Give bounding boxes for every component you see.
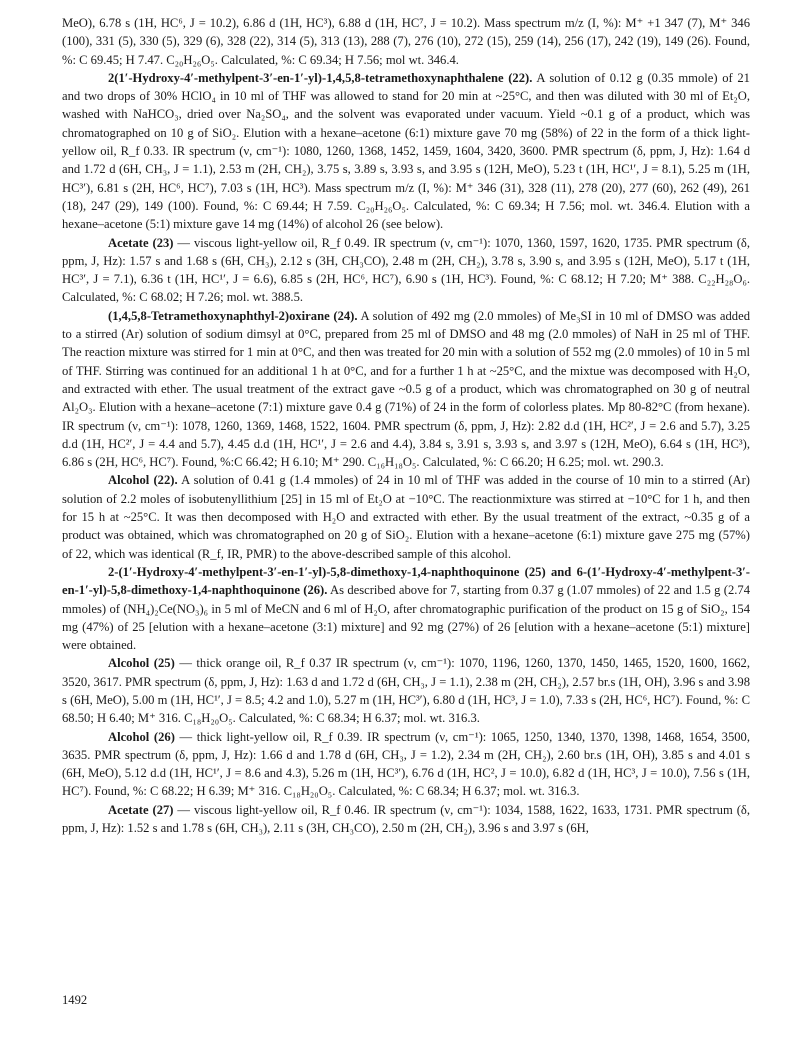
paragraph-alcohol-25 [62,654,750,727]
paragraph-text: — viscous light-yellow oil, R_f 0.49. IR spectrum (ν, cm⁻¹): 1070, 1360, 1597, 1620, 1735. PMR spectrum (δ, ppm, J, Hz): 1.57 s and 1.68 s (6H, CH₃), 2.12 s (3H, CH₃CO), 2.48 m (2H, CH₂), 3.78 s, 3.90 s, and 3.95 s (12H, MeO), 5.17 t (1H, HC³′, J = 7.1), 6.36 t (1H, HC¹′, J = 6.6), 6.85 s (2H, HC⁶, HC⁷), 6.90 s (1H, HC³). Found, %: C 68.12; H 7.20; M⁺ 388. C₂₂H₂₈O₆. Calculated, %: C 68.02; H 7.26; mol. wt. 388.5. [62,235,750,305]
page-number: 1492 [62,993,88,1007]
paragraph-continued-spectra [62,14,750,69]
compound-heading: Acetate (23) [108,235,174,250]
paragraph-text: As described above for 7, starting from 0.37 g (1.07 mmoles) of 22 and 1.5 g (2.74 mmoles) of (NH₄)₂Ce(NO₃)₆ in 5 ml of MeCN and 6 ml of H₂O, after chromatographic purification of the product on 15 g of SiO₂, 154 mg (47%) of 25 [elution with a hexane–acetone (3:1) mixture] and 92 mg (27%) of 26 [elution with a hexane–acetone (5:1) mixture] were obtained. [62,583,750,653]
compound-heading: Alcohol (26) [108,729,175,744]
paragraph-text: A solution of 492 mg (2.0 mmoles) of Me₃SI in 10 ml of DMSO was added to a stirred (Ar) solution of sodium dimsyl at 0°C, prepared from 25 ml of DMSO and 48 mg (2.0 mmoles) of NaH in 25 ml of THF. The reaction mixture was stirred for 1 min at 0°C, and then was treated for 20 min with a solution of 552 mg (2.0 mmoles) of 10 in 5 ml of THF. Stirring was continued for an additional 1 h at 0°C, and for a further 1 h at ~25°C, and the mixtue was decomposed with H₂O, and extracted with ether. The usual treatment of the extract gave ~0.5 g of a product, which was chromatographed on 30 g of neutral Al₂O₃. Elution with a hexane–acetone (7:1) mixture gave 0.4 g (71%) of 24 in the form of colorless plates. Mp 80-82°C (from hexane). IR spectrum (ν, cm⁻¹): 1078, 1260, 1369, 1468, 1522, 1604. PMR spectrum (δ, ppm, J, Hz): 2.82 d.d (1H, HC²′, J = 2.6 and 5.7), 3.25 d.d (1H, HC²′, J = 4.4 and 5.7), 4.45 d.d (1H, HC¹′, J = 2.6 and 4.4), 3.84 s, 3.91 s, 3.93 s, and 3.97 s (12H, MeO), 6.64 s (1H, HC³), 6.86 s (2H, HC⁶, HC⁷). Found, %:C 66.42; H 6.10; M⁺ 290. C₁₆H₁₈O₅. Calculated, %: C 66.20; H 6.25; mol. wt. 290.3. [62,308,750,470]
paragraph-text: — viscous light-yellow oil, R_f 0.46. IR spectrum (ν, cm⁻¹): 1034, 1588, 1622, 1633, 1731. PMR spectrum (δ, ppm, J, Hz): 1.52 s and 1.78 s (6H, CH₃), 2.11 s (3H, CH₃CO), 2.50 m (2H, CH₂), 3.96 s and 3.97 s (6H, [62,802,750,836]
compound-heading: 2(1′-Hydroxy-4′-methylpent-3′-en-1′-yl)-1,4,5,8-tetramethoxynaphthalene (22). [108,70,533,85]
paragraph-oxirane-24 [62,307,750,472]
paragraph-alcohol-22 [62,471,750,562]
compound-heading: (1,4,5,8-Tetramethoxynaphthyl-2)oxirane (24). [108,308,358,323]
compound-heading: 2-(1′-Hydroxy-4′-methylpent-3′-en-1′-yl)-5,8-dimethoxy-1,4-naphthoquinone (25) and 6-(1′-Hydroxy-4′-methylpent-3′-en-1′-yl)-5,8-dimethoxy-1,4-naphthoquinone (26). [62,564,750,598]
paragraph-text: — thick orange oil, R_f 0.37 IR spectrum (ν, cm⁻¹): 1070, 1196, 1260, 1370, 1450, 1465, 1520, 1600, 1662, 3520, 3617. PMR spectrum (δ, ppm, J, Hz): 1.63 d and 1.72 d (6H, CH₃, J = 1.1), 2.38 m (2H, CH₂), 2.57 br.s (1H, OH), 3.96 s and 3.98 s (6H, MeO), 5.00 m (1H, HC¹′, J = 8.5; 4.2 and 1.0), 5.27 m (1H, HC³′), 6.80 d (1H, HC³, J = 1.0), 7.33 s (2H, HC⁶, HC⁷). Found, %: C 68.50; H 6.40; M⁺ 316. C₁₈H₂₀O₅. Calculated, %: C 68.34; H 6.37; mol. wt. 316.3. [62,656,750,726]
paragraph-acetate-23 [62,234,750,307]
compound-heading: Alcohol (22). [108,473,178,488]
paragraph-text: A solution of 0.12 g (0.35 mmole) of 21 and two drops of 30% HClO₄ in 10 ml of THF was allowed to stand for 20 min at ~25°C, and then was diluted with 30 ml of Et₂O, washed with NaHCO₃, dried over Na₂SO₄, and the solvent was evaporated under vacuum. Yield ~0.1 g of a product, which was chromatographed on 10 g of SiO₂. Elution with a hexane–acetone (6:1) mixture gave 70 mg (58%) of 22 in the form of a thick light-yellow oil, R_f 0.33. IR spectrum (ν, cm⁻¹): 1080, 1260, 1368, 1452, 1459, 1604, 3420, 3600. PMR spectrum (δ, ppm, J, Hz): 1.64 d and 1.72 d (6H, CH₃, J = 1.1), 2.53 m (2H, CH₂), 3.75 s, 3.89 s, 3.93 s, and 3.95 s (12H, MeO), 5.23 t (1H, HC¹′, J = 8.1), 5.25 m (1H, HC³′), 6.81 s (2H, HC⁶, HC⁷), 7.03 s (1H, HC³). Mass spectrum m/z (I, %): M⁺ 346 (31), 328 (11), 278 (20), 277 (60), 262 (49), 261 (18), 247 (29), 149 (100). Found, %: C 69.44; H 7.59. C₂₀H₂₆O₅. Calculated, %: C 69.34; H 7.56; mol. wt. 346.4. Elution with a hexane–acetone (5:1) mixture gave 14 mg (14%) of alcohol 26 (see below). [62,70,750,232]
compound-heading: Alcohol (25) [108,656,175,671]
paragraph-alcohol-26 [62,728,750,801]
paragraph-text: — thick light-yellow oil, R_f 0.39. IR spectrum (ν, cm⁻¹): 1065, 1250, 1340, 1370, 1398, 1468, 1654, 3500, 3635. PMR spectrum (δ, ppm, J, Hz): 1.66 d and 1.78 d (6H, CH₃, J = 1.2), 2.34 m (2H, CH₂), 2.60 br.s (1H, OH), 3.85 s and 4.01 s (6H, MeO), 5.12 d.d (1H, HC¹′, J = 8.6 and 4.3), 5.26 m (1H, HC³′), 6.76 d (1H, HC², J = 10.0), 6.82 d (1H, HC³, J = 10.0), 7.56 s (1H, HC⁷). Found, %: C 68.22; H 6.39; M⁺ 316. C₁₈H₂₀O₅. Calculated, %: C 68.34; H 6.37; mol. wt. 316.3. [62,729,750,799]
paragraph-quinones-25-26 [62,563,750,654]
paragraph-compound-22 [62,69,750,234]
paragraph-acetate-27 [62,801,750,838]
paragraph-text: A solution of 0.41 g (1.4 mmoles) of 24 in 10 ml of THF was added in the course of 10 min to a stirred (Ar) solution of 2.2 moles of isobutenyllithium [25] in 15 ml of Et₂O at −10°C. The reactionmixture was stirred at −10°C for 1 h, and then for 15 h at ~25°C. It was then decomposed with H₂O and extracted with ether. By the usual treatment of the extract, ~0.35 g of a product was obtained, which was chromatographed on 20 g of SiO₂. Elution with a hexane–acetone (6:1) mixture gave 275 mg (57%) of 22, which was identical (R_f, IR, PMR) to the above-described sample of this alcohol. [62,473,750,561]
article-body [62,14,750,837]
paragraph-text: MeO), 6.78 s (1H, HC⁶, J = 10.2), 6.86 d (1H, HC³), 6.88 d (1H, HC⁷, J = 10.2). Mass spectrum m/z (I, %): M⁺ +1 347 (7), M⁺ 346 (100), 331 (5), 330 (5), 329 (6), 328 (22), 314 (5), 313 (13), 288 (7), 276 (10), 272 (15), 259 (14), 256 (17), 242 (19), 149 (26). Found, %: C 69.45; H 7.47. C₂₀H₂₆O₅. Calculated, %: C 69.34; H 7.56; mol wt. 346.4. [62,16,750,67]
compound-heading: Acetate (27) [108,802,174,817]
